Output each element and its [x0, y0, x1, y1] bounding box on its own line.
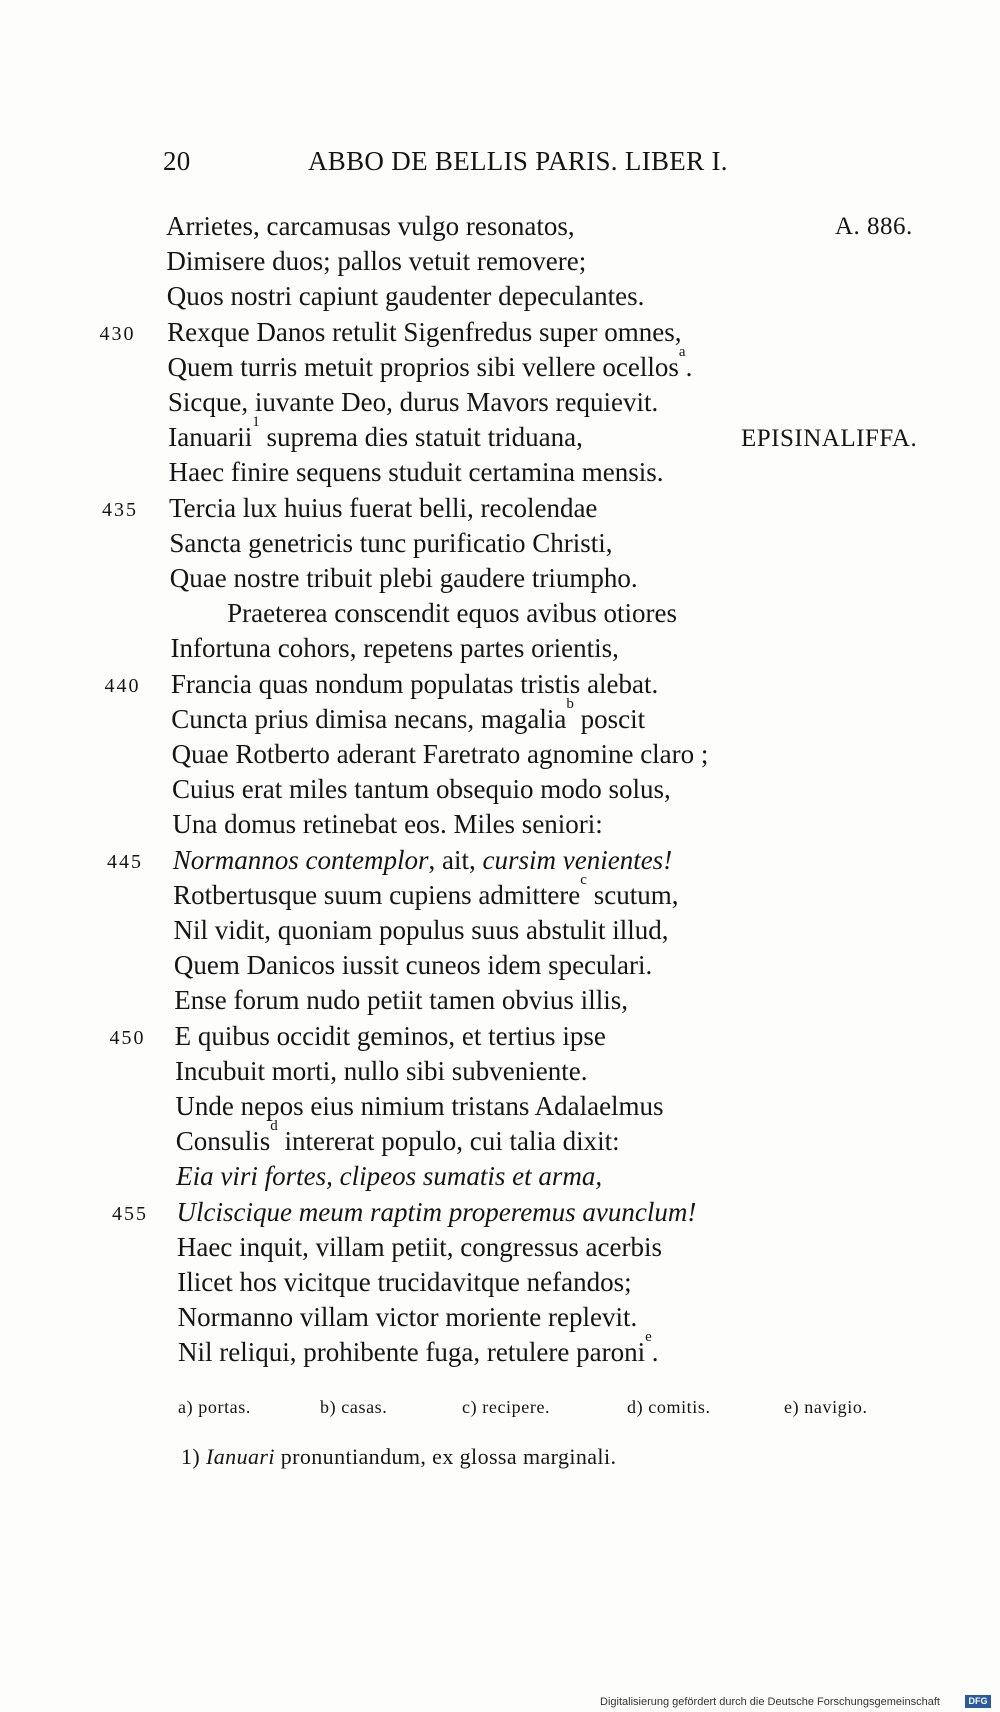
verse-line — [0, 525, 1000, 561]
verse-line — [0, 1018, 1000, 1054]
note-reference: c — [580, 871, 587, 888]
verse-continuation: scutum, — [586, 879, 679, 910]
footnote-text: pronuntiandum, ex glossa marginali. — [274, 1444, 617, 1469]
variant-note-b: b) casas. — [320, 1397, 388, 1417]
verse-text: Normanno villam victor moriente replevit. — [177, 1302, 638, 1333]
verse-text: Una domus retinebat eos. Miles seniori: — [172, 809, 603, 840]
verse-main-text: Nil reliqui, prohibente fuga, retulere paroni — [178, 1337, 646, 1368]
dfg-logo-icon: DFG — [965, 1695, 991, 1708]
verse-line — [0, 1329, 1000, 1370]
page-number: 20 — [163, 146, 191, 176]
note-reference: 1 — [252, 414, 260, 431]
verse-line — [0, 384, 1000, 420]
variant-note-c: c) recipere. — [462, 1397, 551, 1417]
verse-text — [171, 695, 646, 737]
verse-text: Ulciscique meum raptim properemus avunclum! — [176, 1196, 697, 1227]
note-reference: e — [645, 1329, 652, 1346]
note-reference: d — [270, 1118, 278, 1135]
verse-text — [175, 1118, 620, 1159]
verse-line — [0, 871, 1000, 913]
verse-text: Arrietes, carcamusas vulgo resonatos, — [166, 211, 575, 241]
verse-text: Nil vidit, quoniam populus suus abstulit illud, — [173, 915, 669, 945]
verse-line — [0, 1194, 1000, 1230]
verse-continuation: suprema dies statuit triduana, — [259, 422, 583, 453]
verse-line — [0, 947, 1000, 983]
verse-text: Haec inquit, villam petiit, congressus acerbis — [176, 1231, 662, 1262]
verse-text: Quae Rotberto aderant Faretrato agnomine claro ; — [171, 739, 709, 769]
year-side-note: A. 886. — [835, 213, 913, 240]
variant-notes — [178, 1397, 898, 1423]
verse-text: Cuius erat miles tantum obsequio modo solus, — [172, 774, 671, 805]
line-number: 455 — [112, 1202, 148, 1225]
verse-text: Normannos contemplor, ait, cursim venientes! — [172, 844, 673, 875]
verse-continuation: . — [651, 1337, 659, 1368]
verse-main-text: Ianuarii — [168, 422, 253, 453]
line-number: 430 — [99, 322, 136, 345]
verse-continuation: intererat populo, cui talia dixit: — [277, 1126, 620, 1157]
verse-text: E quibus occidit geminos, et tertius ipse — [174, 1020, 606, 1051]
verse-line — [0, 560, 1000, 596]
verse-text: Ilicet hos vicitque trucidavitque nefandos; — [177, 1267, 632, 1297]
verse-line — [0, 695, 1000, 737]
line-number: 450 — [109, 1026, 146, 1049]
line-number: 435 — [102, 498, 138, 521]
verse-line — [0, 1158, 1000, 1194]
verse-main-text: Quem turris metuit proprios sibi vellere ocellos — [167, 351, 679, 382]
running-title: ABBO DE BELLIS PARIS. LIBER I. — [308, 146, 728, 176]
verse-line — [0, 630, 1000, 666]
verse-line — [0, 490, 1000, 526]
verse-text — [168, 414, 583, 455]
verse-text: Infortuna cohors, repetens partes orientis, — [170, 633, 619, 664]
verse-text: Sancta genetricis tunc purificatio Christi, — [169, 527, 613, 558]
verse-line — [0, 414, 1000, 455]
footnote-marker: 1) — [181, 1444, 201, 1469]
verse-text — [167, 343, 693, 385]
line-number: 445 — [107, 850, 143, 873]
verse-line — [0, 595, 1000, 631]
verse-continuation: . — [685, 351, 693, 382]
verse-text: Eia viri fortes, clipeos sumatis et arma, — [176, 1161, 603, 1192]
verse-text: Haec finire sequens studuit certamina mensis. — [168, 457, 664, 488]
verse-line — [0, 454, 1000, 490]
verse-text: Ense forum nudo petiit tamen obvius illis, — [174, 985, 628, 1016]
verse-line — [0, 278, 1000, 314]
verse-line — [0, 1229, 1000, 1265]
verse-main-text: Cuncta prius dimisa necans, magalia — [171, 703, 567, 734]
verse-text — [178, 1329, 659, 1370]
variant-note-e: e) navigio. — [784, 1397, 868, 1417]
verse-line — [0, 736, 1000, 772]
variant-note-a: a) portas. — [178, 1397, 251, 1417]
verse-line — [0, 912, 1000, 948]
note-reference: a — [678, 343, 686, 360]
verse-main-text: Rotbertusque suum cupiens admittere — [173, 879, 581, 910]
verse-text: Tercia lux huius fuerat belli, recolendae — [169, 492, 598, 523]
digitization-credit: Digitalisierung gefördert durch die Deutsche Forschungsgemeinschaft — [600, 1696, 940, 1708]
verse-line — [0, 1118, 1000, 1159]
verse-line — [0, 771, 1000, 807]
line-number: 440 — [104, 674, 141, 697]
footnote-word: Ianuari — [206, 1444, 275, 1469]
verse-line — [0, 806, 1000, 842]
verse-line — [0, 982, 1000, 1018]
variant-note-d: d) comitis. — [627, 1397, 711, 1417]
verse-text — [173, 871, 679, 913]
verse-line — [0, 1053, 1000, 1089]
verse-line — [0, 1299, 1000, 1335]
verse-text: Incubuit morti, nullo sibi subveniente. — [175, 1055, 588, 1086]
verse-text: Rexque Danos retulit Sigenfredus super omnes, — [167, 316, 682, 347]
verse-line — [0, 208, 1000, 244]
verse-text: Quem Danicos iussit cuneos idem speculari. — [173, 950, 653, 981]
verse-main-text: Consulis — [175, 1126, 271, 1157]
verse-text: Francia quas nondum populatas tristis alebat. — [170, 668, 659, 699]
verse-line — [0, 314, 1000, 350]
verse-line — [0, 1088, 1000, 1124]
note-reference: b — [566, 695, 574, 712]
verse-text: Quos nostri capiunt gaudenter depeculantes. — [166, 281, 645, 312]
marginal-side-note: EPISINALIFFA. — [741, 425, 918, 452]
verse-text: Unde nepos eius nimium tristans Adalaelmus — [175, 1091, 664, 1121]
verse-text: Quae nostre tribuit plebi gaudere triumpho. — [169, 563, 638, 593]
verse-text: Dimisere duos; pallos vetuit removere; — [166, 246, 587, 277]
verse-line — [0, 842, 1000, 878]
verse-text: Sicque, iuvante Deo, durus Mavors requievit. — [167, 387, 659, 417]
verse-line — [0, 243, 1000, 279]
footnote-1 — [181, 1444, 616, 1470]
verse-continuation: poscit — [573, 703, 646, 734]
verse-line — [0, 666, 1000, 702]
verse-line — [0, 1264, 1000, 1300]
verse-line — [0, 343, 1000, 385]
verse-text: Praeterea conscendit equos avibus otiores — [227, 598, 677, 629]
